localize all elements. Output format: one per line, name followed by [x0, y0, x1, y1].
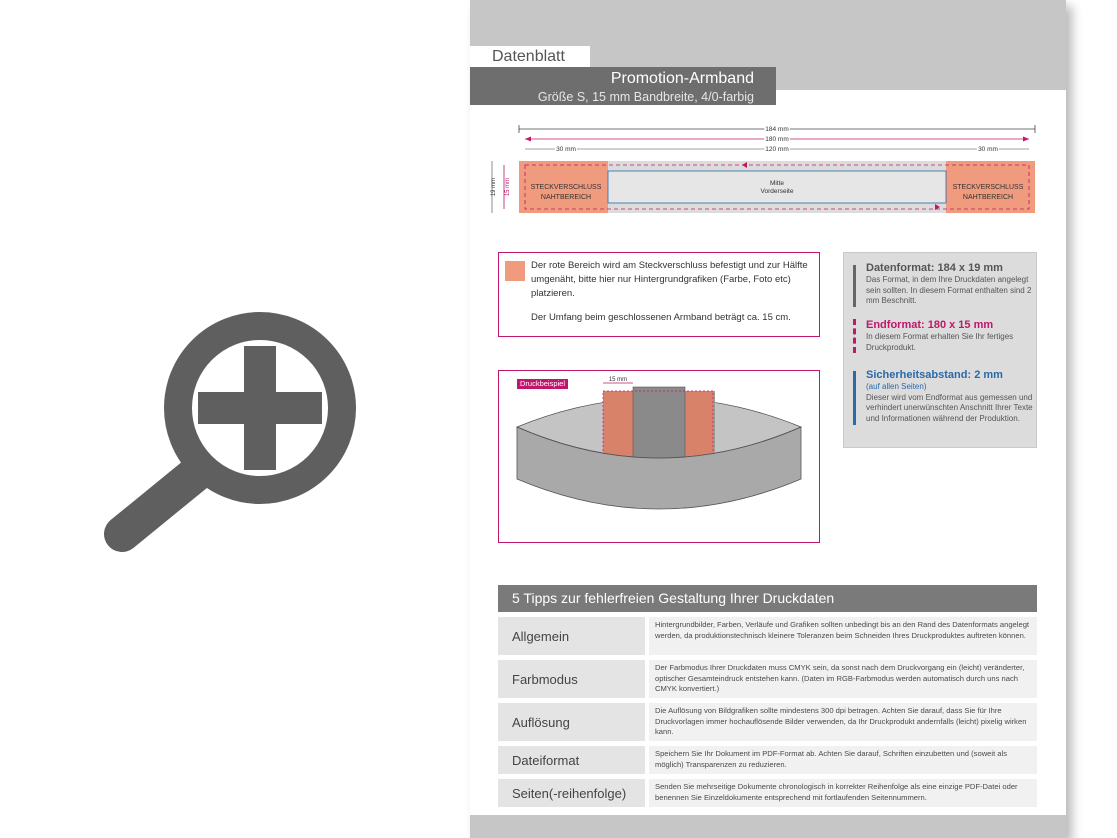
tip-row: [498, 660, 1037, 698]
safety-margin-subtitle: (auf allen Seiten): [866, 382, 927, 391]
data-format-title: Datenformat: 184 x 19 mm: [866, 262, 1003, 274]
tip-name: Allgemein: [498, 617, 645, 655]
safety-margin-bar: [853, 371, 856, 425]
tip-desc: Hintergrundbilder, Farben, Verläufe und Grafiken sollten unbedingt bis an den Rand des Datenformats angelegt werden, da produktionstechnisch kleinere Toleranzen beim Schneiden Ihres Druckproduktes auftreten können.: [649, 617, 1037, 655]
safety-margin-block: [866, 369, 1034, 424]
tip-name: Seiten(-reihenfolge): [498, 779, 645, 807]
safety-margin-title: Sicherheitsabstand: 2 mm: [866, 369, 1003, 381]
print-example-dim: 15 mm: [608, 377, 628, 383]
tip-desc: Speichern Sie Ihr Dokument im PDF-Format ab. Achten Sie darauf, Schriften einzubetten und (soweit als möglich) Transparenzen zu reduzieren.: [649, 746, 1037, 774]
center-label-1: Mitte: [769, 180, 785, 187]
left-end-label-2: NAHTBEREICH: [540, 194, 592, 201]
data-format-bar: [853, 265, 856, 307]
right-end-label-1: STECKVERSCHLUSS: [952, 184, 1024, 191]
legend-text-circumference: Der Umfang beim geschlossenen Armband beträgt ca. 15 cm.: [531, 312, 791, 323]
dim-right-label: 30 mm: [978, 146, 998, 153]
tip-row: [498, 779, 1037, 807]
product-subtitle: Größe S, 15 mm Bandbreite, 4/0-farbig: [537, 90, 754, 104]
dim-height-outer-label: 19 mm: [491, 177, 497, 197]
zoom-in-icon[interactable]: [100, 300, 380, 580]
datasheet-page: [470, 0, 1066, 838]
print-example-box: [498, 370, 820, 543]
dim-total-label: 184 mm: [765, 126, 789, 133]
data-format-block: [866, 262, 1034, 307]
end-format-title: Endformat: 180 x 15 mm: [866, 319, 994, 331]
tips-section: [498, 585, 1037, 807]
legend-text-closure: Der rote Bereich wird am Steckverschluss befestigt und zur Hälfte umgenäht, bitte hier nur Hintergrundgrafiken (Farbe, Foto etc) platzieren.: [531, 260, 808, 299]
dim-height-inner-label: 15 mm: [505, 177, 511, 197]
end-format-block: [866, 319, 1034, 353]
tips-header: 5 Tipps zur fehlerfreien Gestaltung Ihrer Druckdaten: [498, 585, 1037, 612]
tip-row: [498, 617, 1037, 655]
formats-info-box: [843, 252, 1037, 448]
tip-row: [498, 703, 1037, 741]
product-title: Promotion-Armband: [610, 70, 754, 87]
data-format-desc: Das Format, in dem Ihre Druckdaten angelegt sein sollten. In diesem Format enthalten sind 2 mm Beschnitt.: [866, 275, 1032, 305]
dim-end-label: 180 mm: [765, 136, 789, 143]
tip-name: Dateiformat: [498, 746, 645, 774]
tip-desc: Senden Sie mehrseitige Dokumente chronologisch in korrekter Reihenfolge als eine einzige PDF-Datei oder benennen Sie Einzeldokumente entsprechend mit fortlaufenden Seitennummern.: [649, 779, 1037, 807]
wristband-illustration: [499, 371, 819, 542]
tip-row: [498, 746, 1037, 774]
format-diagram: [482, 118, 1054, 222]
sheet-tab-label: Datenblatt: [470, 46, 590, 67]
legend-box: [498, 252, 820, 337]
print-example-label: Druckbeispiel: [517, 379, 568, 389]
end-format-desc: In diesem Format erhalten Sie Ihr fertiges Druckprodukt.: [866, 332, 1014, 352]
product-title-box: [470, 67, 776, 105]
tip-desc: Der Farbmodus Ihrer Druckdaten muss CMYK sein, da sonst nach dem Druckvorgang ein (leicht) veränderter, optischer Gesamteindruck entstehen kann. (Daten im RGB-Farbmodus werden automatisch durch uns nach CMYK konvertiert.): [649, 660, 1037, 698]
dim-left-label: 30 mm: [556, 146, 576, 153]
tip-desc: Die Auflösung von Bildgrafiken sollte mindestens 300 dpi betragen. Achten Sie darauf, dass Sie für Ihre Druckvorlagen immer hochauflösende Bilder verwenden, da Ihr Druckprodukt andernfalls (leicht) pixelig wirken kann.: [649, 703, 1037, 741]
footer-band: [470, 815, 1066, 838]
right-end-label-2: NAHTBEREICH: [962, 194, 1014, 201]
safety-margin-desc: Dieser wird vom Endformat aus gemessen und verhindert unerwünschten Anschnitt Ihrer Texte und Informationen während der Produktion.: [866, 392, 1033, 423]
center-label-2: Vorderseite: [760, 188, 794, 195]
dim-center-label: 120 mm: [765, 146, 789, 153]
left-end-label-1: STECKVERSCHLUSS: [530, 184, 602, 191]
end-format-bar: [853, 319, 856, 353]
closure-color-swatch: [505, 261, 525, 281]
tip-name: Farbmodus: [498, 660, 645, 698]
tip-name: Auflösung: [498, 703, 645, 741]
